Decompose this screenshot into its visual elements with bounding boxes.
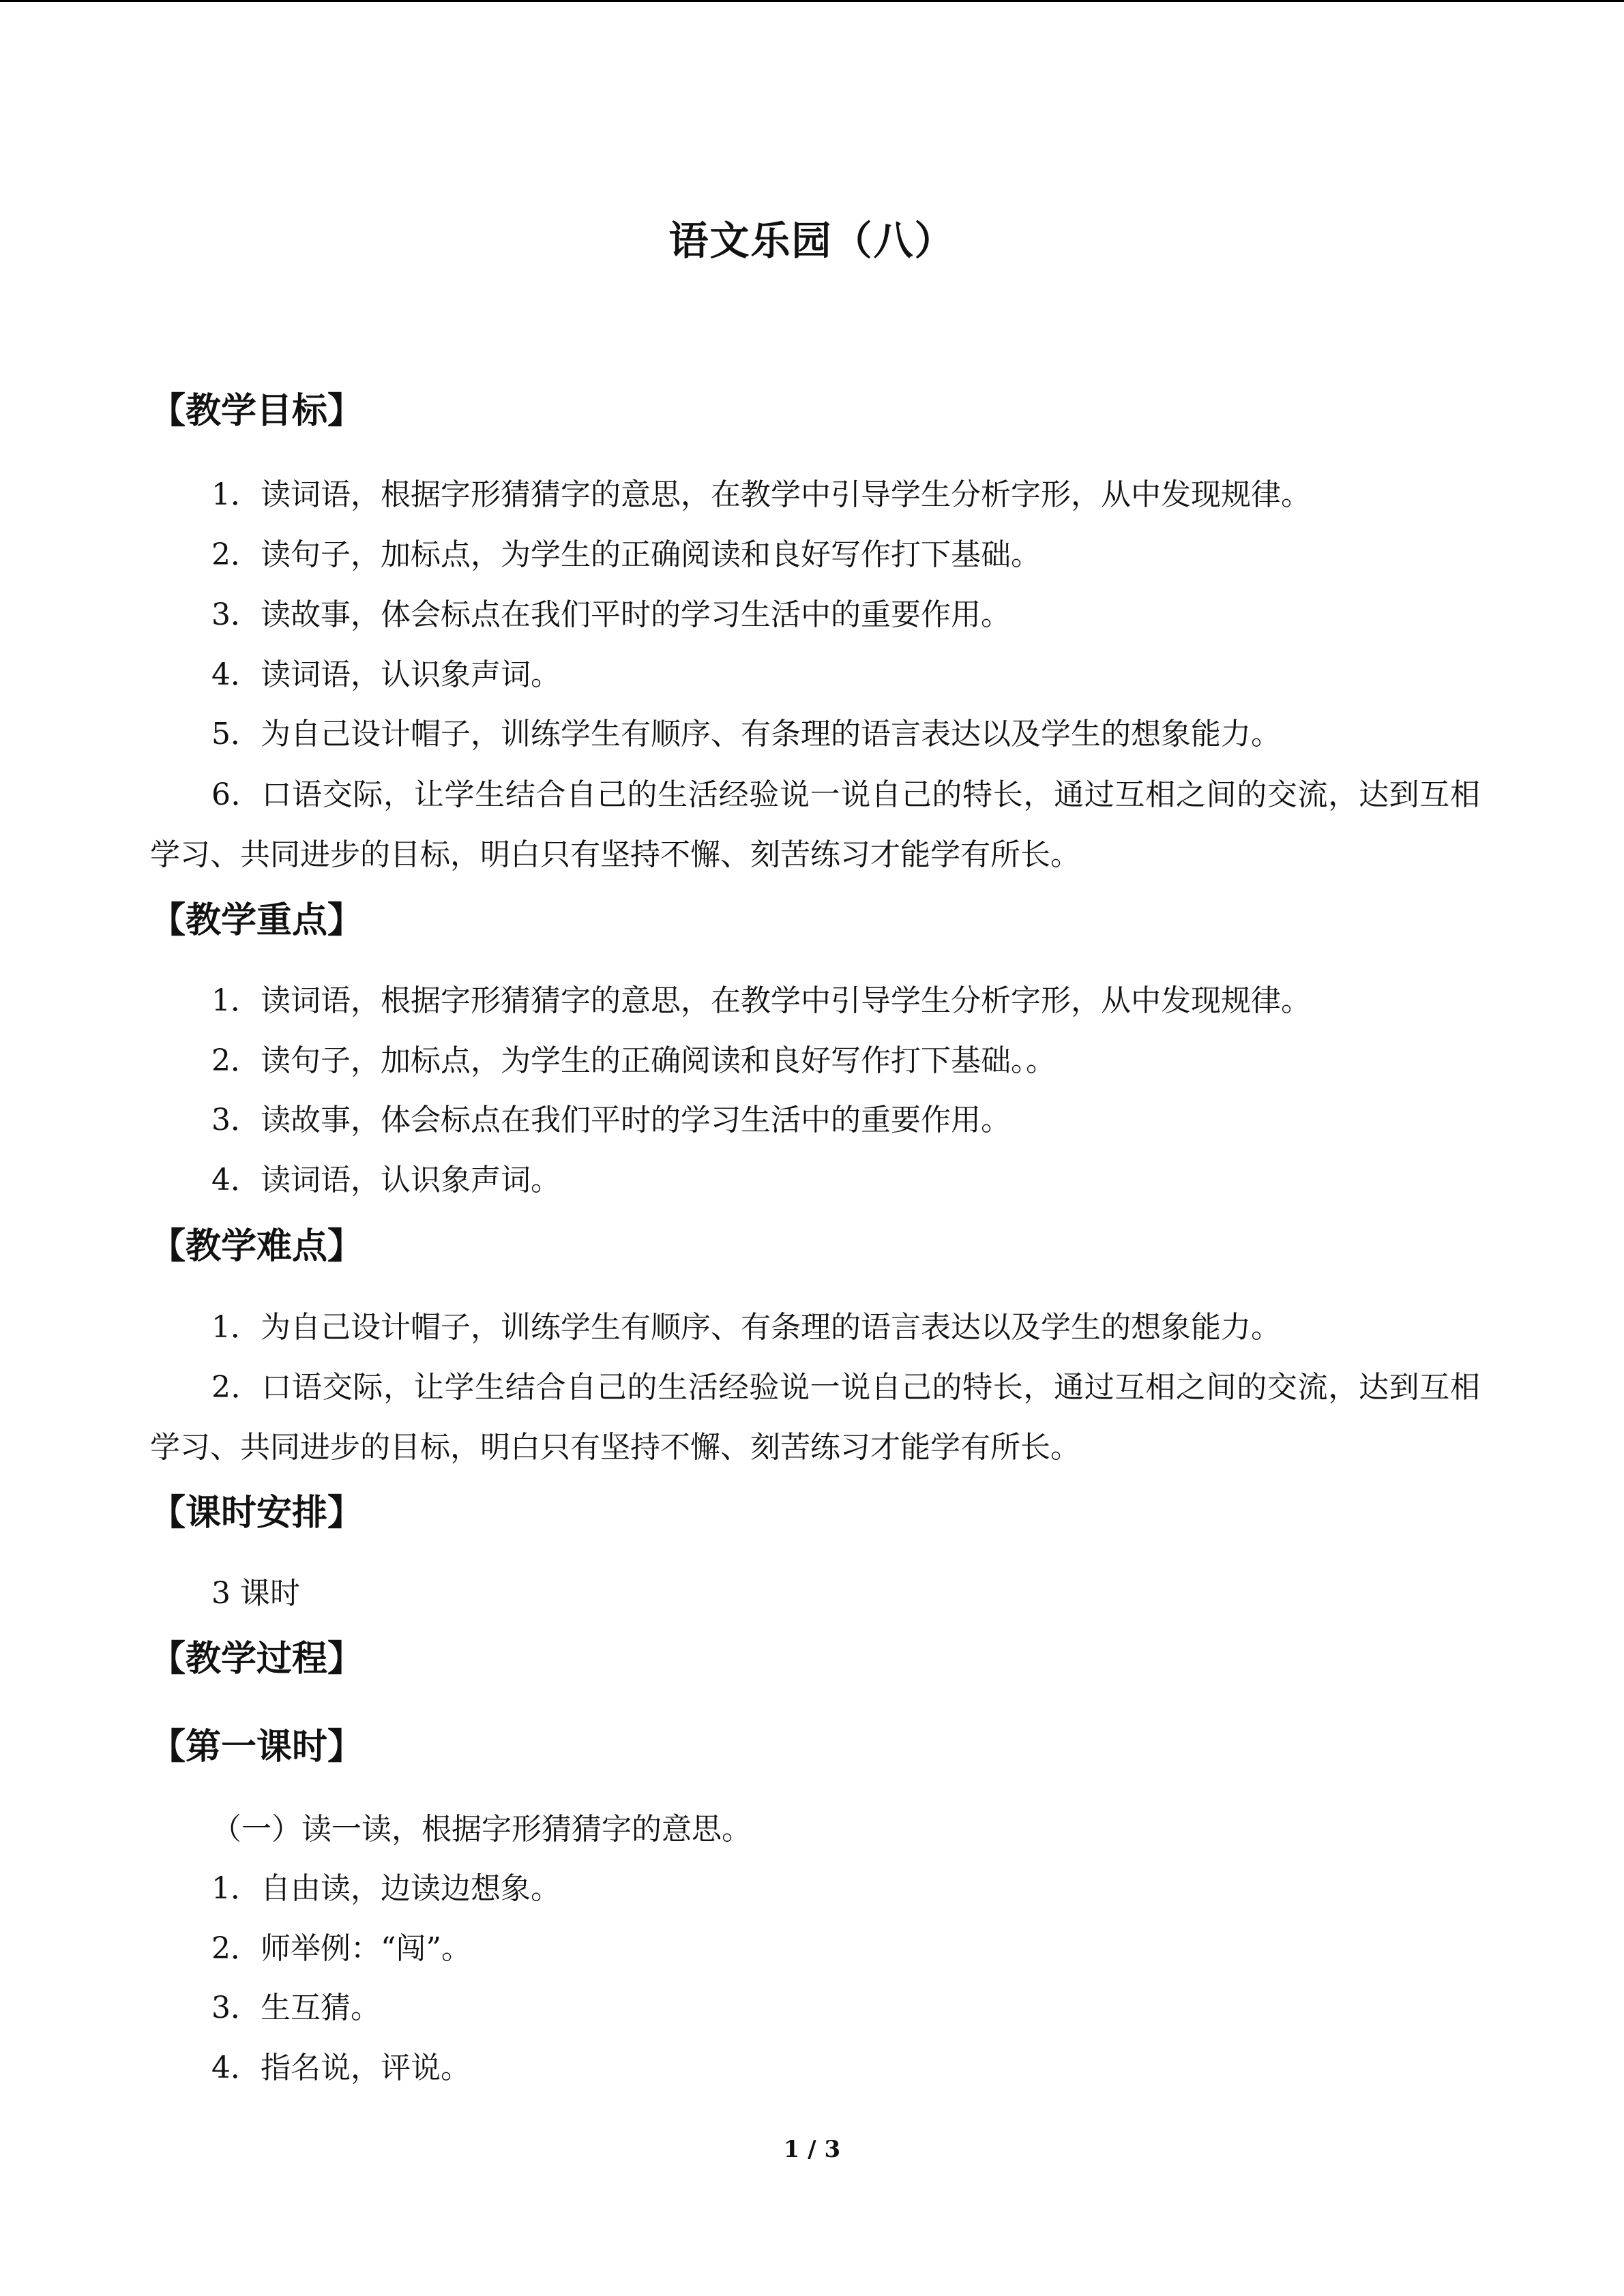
goal-item-2: 2．读句子，加标点，为学生的正确阅读和良好写作打下基础。 <box>211 537 1041 572</box>
goal-item-3: 3．读故事，体会标点在我们平时的学习生活中的重要作用。 <box>211 597 1011 632</box>
page-title: 语文乐园（八） <box>668 218 956 264</box>
goal-item-4: 4．读词语，认识象声词。 <box>211 657 561 692</box>
lesson1-item-3: 2．师举例：“闯”。 <box>211 1931 471 1966</box>
lesson1-item-1: （一）读一读，根据字形猜猜字的意思。 <box>211 1812 752 1847</box>
lesson1-item-4: 3．生互猜。 <box>211 1991 381 2025</box>
difficulty-item-2: 2．口语交际，让学生结合自己的生活经验说一说自己的特长，通过互相之间的交流，达到互相学习、共同进步的目标，明白只有坚持不懈、刻苦练习才能学有所长。 <box>150 1370 1480 1465</box>
page-number: 1 / 3 <box>783 2136 841 2163</box>
goal-item-6: 6．口语交际，让学生结合自己的生活经验说一说自己的特长，通过互相之间的交流，达到互相学习、共同进步的目标，明白只有坚持不懈、刻苦练习才能学有所长。 <box>150 777 1480 872</box>
schedule-text: 3 课时 <box>211 1576 300 1611</box>
key-point-item-4: 4．读词语，认识象声词。 <box>211 1163 561 1197</box>
heading-goals: 【教学目标】 <box>150 391 364 432</box>
key-point-item-1: 1．读词语，根据字形猜猜字的意思，在教学中引导学生分析字形，从中发现规律。 <box>211 983 1311 1018</box>
heading-schedule: 【课时安排】 <box>150 1493 364 1534</box>
heading-lesson-1: 【第一课时】 <box>150 1727 364 1768</box>
difficulty-item-1: 1．为自己设计帽子，训练学生有顺序、有条理的语言表达以及学生的想象能力。 <box>211 1310 1281 1345</box>
heading-difficulties: 【教学难点】 <box>150 1226 364 1267</box>
goal-item-5: 5．为自己设计帽子，训练学生有顺序、有条理的语言表达以及学生的想象能力。 <box>211 717 1281 751</box>
lesson1-item-5: 4．指名说，评说。 <box>211 2051 471 2085</box>
key-point-item-3: 3．读故事，体会标点在我们平时的学习生活中的重要作用。 <box>211 1103 1011 1137</box>
heading-process: 【教学过程】 <box>150 1639 364 1680</box>
key-point-item-2: 2．读句子，加标点，为学生的正确阅读和良好写作打下基础。。 <box>211 1043 1056 1078</box>
lesson1-item-2: 1．自由读，边读边想象。 <box>211 1871 561 1906</box>
top-border <box>0 0 1624 2</box>
goal-item-1: 1．读词语，根据字形猜猜字的意思，在教学中引导学生分析字形，从中发现规律。 <box>211 477 1311 512</box>
heading-key-points: 【教学重点】 <box>150 900 364 941</box>
